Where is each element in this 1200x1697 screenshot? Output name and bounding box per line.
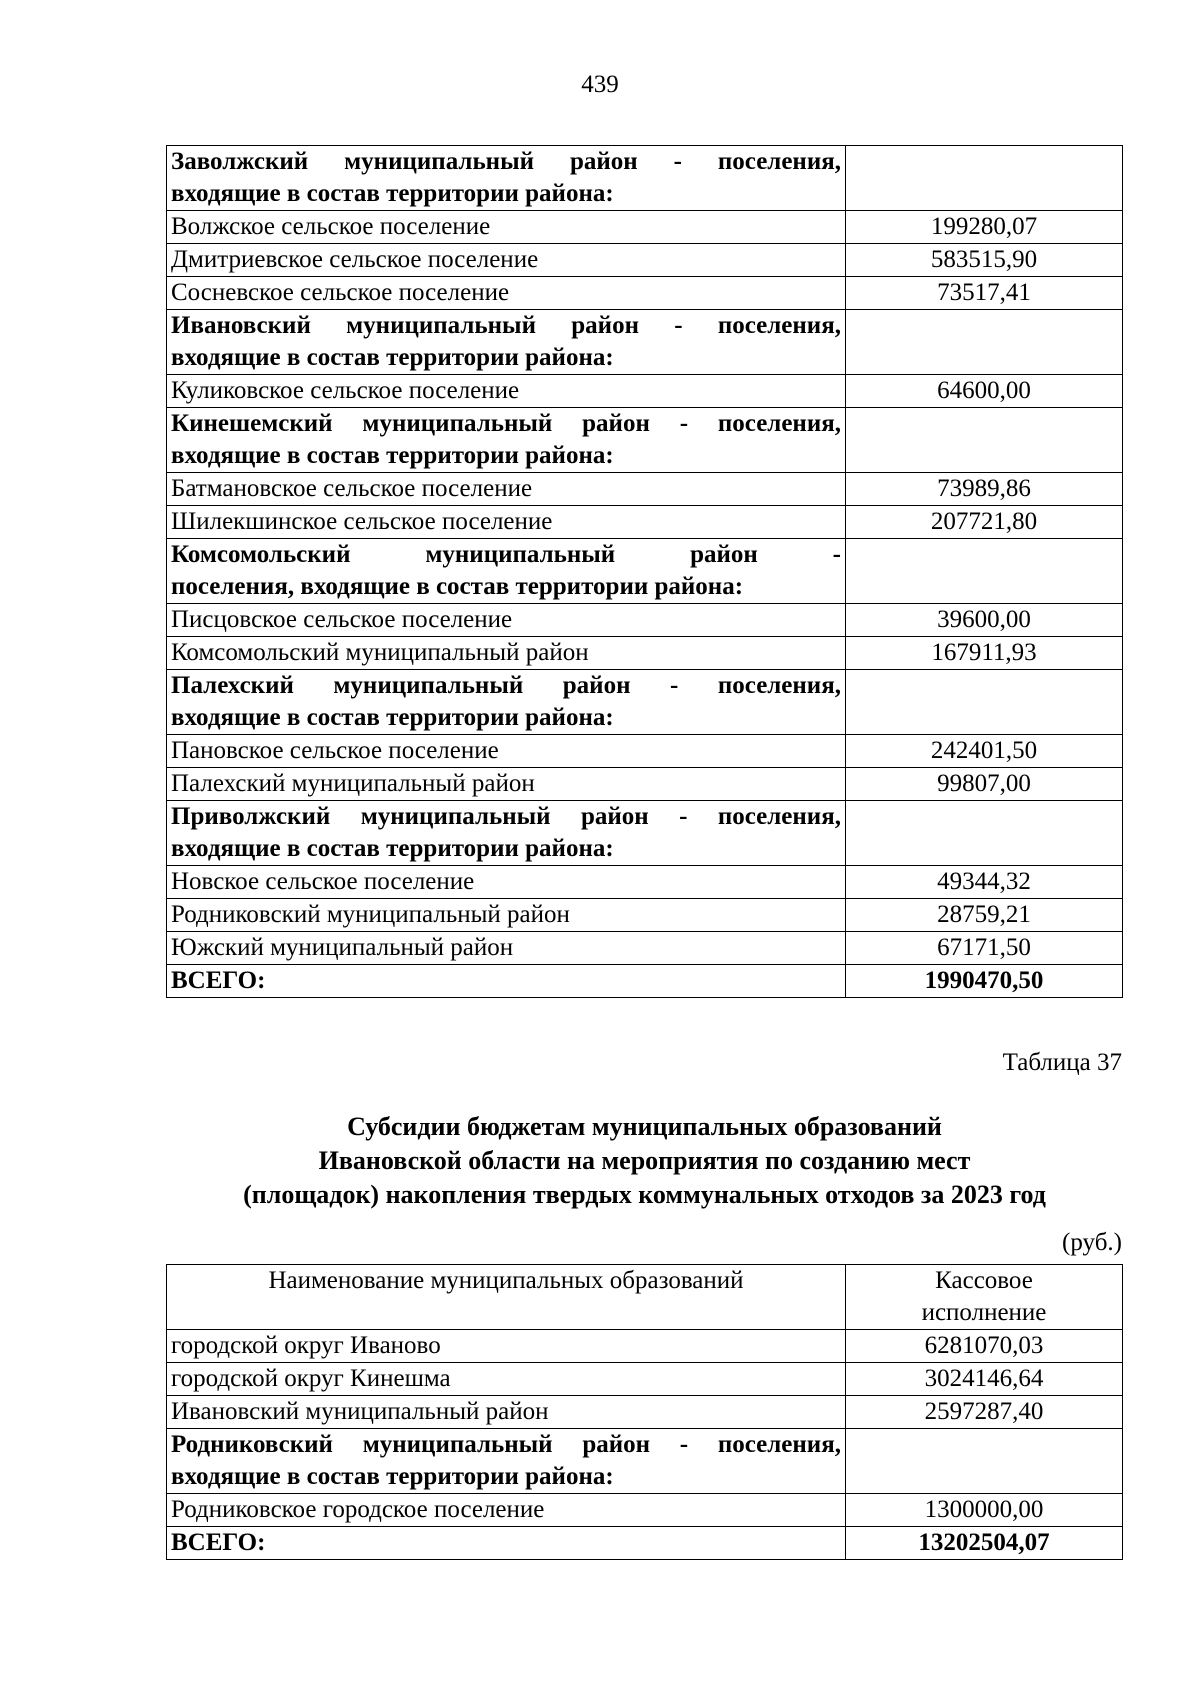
row-value: 64600,00 [846, 375, 1123, 408]
group-header-name [167, 801, 846, 866]
page-number: 439 [581, 71, 619, 98]
row-value: 1990470,50 [846, 965, 1123, 998]
row-value [846, 539, 1123, 604]
row-value: 73517,41 [846, 277, 1123, 310]
row-value: 73989,86 [846, 473, 1123, 506]
row-name: городской округ Иваново [167, 1330, 846, 1363]
group-header-line: Ивановский муниципальный район - поселения, [171, 312, 841, 339]
group-header-line: входящие в состав территории района: [171, 180, 614, 207]
group-header-line: входящие в состав территории района: [171, 442, 614, 469]
group-header-name [167, 146, 846, 211]
row-value: 6281070,03 [846, 1330, 1123, 1363]
group-header-line: входящие в состав территории района: [171, 835, 614, 862]
subsidy-table-37 [166, 1264, 1123, 1560]
row-name: городской округ Кинешма [167, 1363, 846, 1396]
table-title-line: Субсидии бюджетам муниципальных образований [347, 1112, 942, 1141]
row-name: Родниковское городское поселение [167, 1494, 846, 1527]
table-row [167, 735, 1123, 768]
row-name: Сосневское сельское поселение [167, 277, 846, 310]
row-value: 1300000,00 [846, 1494, 1123, 1527]
units-label: (руб.) [1062, 1229, 1122, 1256]
table-row [167, 1330, 1123, 1363]
row-value: 3024146,64 [846, 1363, 1123, 1396]
group-header-name [167, 1429, 846, 1494]
group-header-line: входящие в состав территории района: [171, 344, 614, 371]
column-header-value-line: исполнение [921, 1299, 1047, 1326]
group-header-line: входящие в состав территории района: [171, 704, 614, 731]
row-value: 39600,00 [846, 604, 1123, 637]
table-row [167, 211, 1123, 244]
row-value: 199280,07 [846, 211, 1123, 244]
table-row [167, 506, 1123, 539]
table-row [167, 277, 1123, 310]
row-value [846, 408, 1123, 473]
table-row [167, 932, 1123, 965]
row-value: 583515,90 [846, 244, 1123, 277]
row-name: Южский муниципальный район [167, 932, 846, 965]
row-name: Пановское сельское поселение [167, 735, 846, 768]
group-header-row [167, 146, 1123, 211]
group-header-row [167, 539, 1123, 604]
group-header-line: Комсомольский муниципальный район - [171, 541, 841, 568]
group-header-row [167, 670, 1123, 735]
total-label: ВСЕГО: [167, 1527, 846, 1560]
total-label: ВСЕГО: [167, 965, 846, 998]
table-row [167, 375, 1123, 408]
group-header-name [167, 539, 846, 604]
row-value: 28759,21 [846, 899, 1123, 932]
group-header-name [167, 408, 846, 473]
group-header-line: Палехский муниципальный район - поселения, [171, 672, 841, 699]
table-title-line: Ивановской области на мероприятия по созданию мест [318, 1146, 971, 1175]
group-header-row [167, 408, 1123, 473]
column-header-value-line: Кассовое [935, 1267, 1033, 1294]
column-header-value [846, 1265, 1123, 1330]
row-value: 242401,50 [846, 735, 1123, 768]
table-row [167, 768, 1123, 801]
row-value [846, 801, 1123, 866]
table-row [167, 1494, 1123, 1527]
group-header-name [167, 310, 846, 375]
row-value: 99807,00 [846, 768, 1123, 801]
row-value [846, 310, 1123, 375]
group-header-line: Приволжский муниципальный район - поселения, [171, 803, 841, 830]
table-row [167, 604, 1123, 637]
row-value [846, 670, 1123, 735]
group-header-row [167, 310, 1123, 375]
row-name: Куликовское сельское поселение [167, 375, 846, 408]
row-name: Волжское сельское поселение [167, 211, 846, 244]
column-header-name: Наименование муниципальных образований [167, 1265, 846, 1330]
row-value: 67171,50 [846, 932, 1123, 965]
table-row [167, 473, 1123, 506]
table-title [166, 1110, 1123, 1212]
row-value: 207721,80 [846, 506, 1123, 539]
row-name: Комсомольский муниципальный район [167, 637, 846, 670]
table-row [167, 637, 1123, 670]
group-header-row [167, 801, 1123, 866]
row-name: Новское сельское поселение [167, 866, 846, 899]
row-value: 167911,93 [846, 637, 1123, 670]
row-name: Батмановское сельское поселение [167, 473, 846, 506]
table-row [167, 866, 1123, 899]
subsidy-table-continued [166, 145, 1123, 998]
group-header-line: Родниковский муниципальный район - поселения, [171, 1431, 841, 1458]
row-value: 2597287,40 [846, 1396, 1123, 1429]
table-row [167, 244, 1123, 277]
group-header-name [167, 670, 846, 735]
row-name: Палехский муниципальный район [167, 768, 846, 801]
row-name: Писцовское сельское поселение [167, 604, 846, 637]
table-header-row [167, 1265, 1123, 1330]
row-name: Ивановский муниципальный район [167, 1396, 846, 1429]
table-title-line: (площадок) накопления твердых коммунальных отходов за 2023 год [243, 1180, 1046, 1209]
row-name: Дмитриевское сельское поселение [167, 244, 846, 277]
row-value: 13202504,07 [846, 1527, 1123, 1560]
total-row [167, 1527, 1123, 1560]
table-row [167, 1363, 1123, 1396]
row-name: Родниковский муниципальный район [167, 899, 846, 932]
group-header-line: Заволжский муниципальный район - поселения, [171, 148, 841, 175]
row-value: 49344,32 [846, 866, 1123, 899]
row-name: Шилекшинское сельское поселение [167, 506, 846, 539]
row-value [846, 1429, 1123, 1494]
table-caption: Таблица 37 [1002, 1049, 1122, 1076]
group-header-line: поселения, входящие в состав территории района: [171, 573, 744, 600]
table-row [167, 1396, 1123, 1429]
group-header-row [167, 1429, 1123, 1494]
table-row [167, 899, 1123, 932]
group-header-line: Кинешемский муниципальный район - поселения, [171, 410, 841, 437]
total-row [167, 965, 1123, 998]
group-header-line: входящие в состав территории района: [171, 1463, 614, 1490]
row-value [846, 146, 1123, 211]
